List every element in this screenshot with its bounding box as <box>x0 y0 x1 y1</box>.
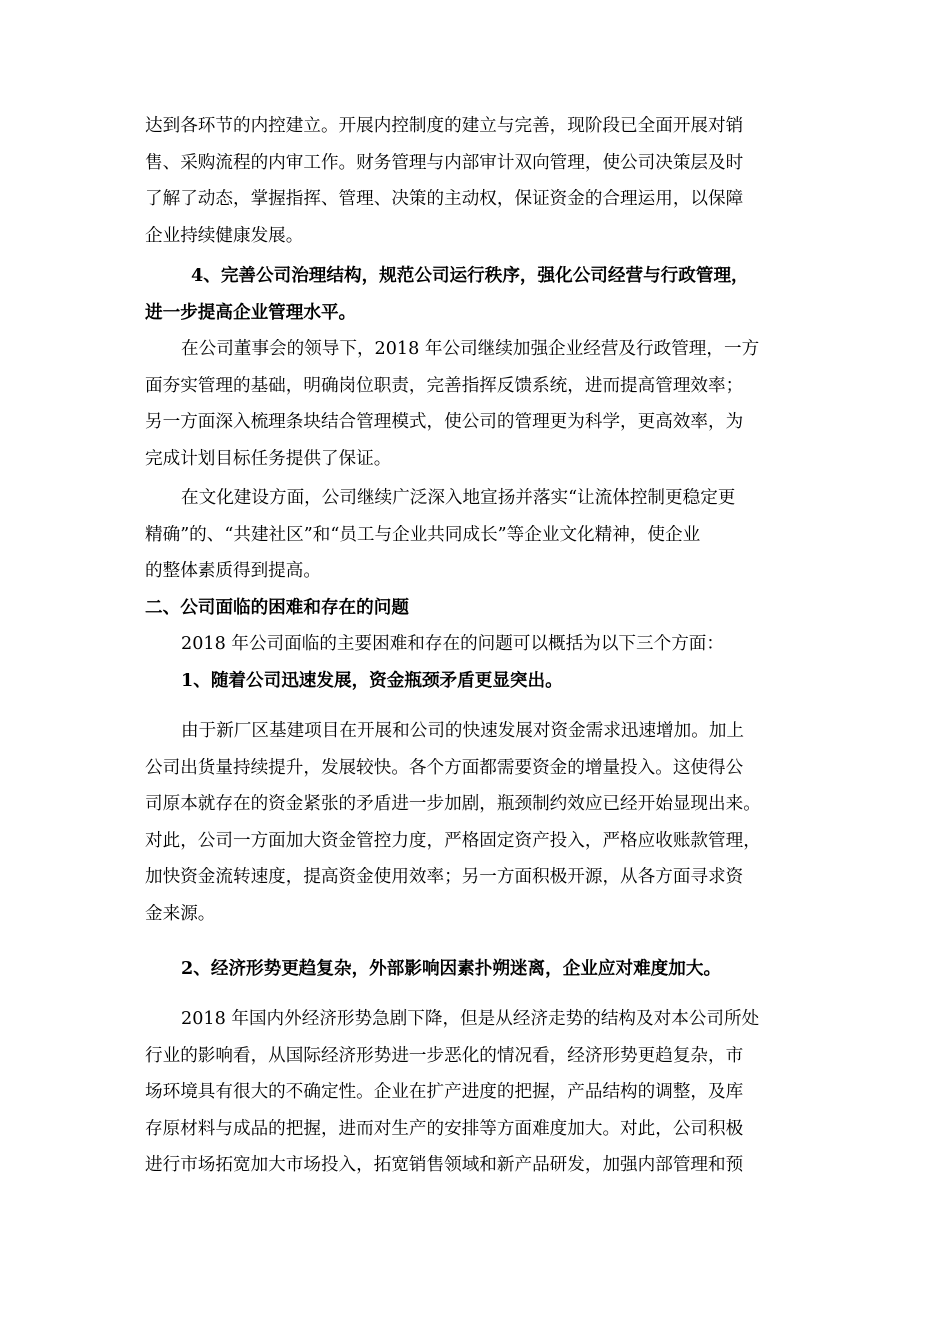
text-line: 加快资金流转速度，提高资金使用效率；另一方面积极开源，从各方面寻求资 <box>145 867 744 887</box>
text-line: 4、完善公司治理结构，规范公司运行秩序，强化公司经营与行政管理， <box>191 265 749 286</box>
paragraph-economy <box>145 1001 820 1184</box>
heading-capital-bottleneck: 1、随着公司迅速发展，资金瓶颈矛盾更显突出。 <box>181 670 563 691</box>
paragraph-culture <box>145 480 820 590</box>
text-line: 的整体素质得到提高。 <box>145 561 321 581</box>
text-line: 完成计划目标任务提供了保证。 <box>145 448 392 469</box>
paragraph-internal-control <box>145 108 820 254</box>
text-line: 司原本就存在的资金紧张的矛盾进一步加剧，瓶颈制约效应已经开始显现出来。 <box>145 794 761 814</box>
text-line: 了解了动态，掌握指挥、管理、决策的主动权，保证资金的合理运用，以保障 <box>145 189 744 209</box>
text-line: 面夯实管理的基础，明确岗位职责，完善指挥反馈系统，进而提高管理效率； <box>145 375 744 396</box>
text-line: 企业持续健康发展。 <box>145 225 304 246</box>
paragraph-problems-intro <box>145 626 820 663</box>
text-line: 2018 年公司面临的主要困难和存在的问题可以概括为以下三个方面： <box>181 634 724 654</box>
text-line: 金来源。 <box>145 903 216 924</box>
text-line: 在文化建设方面，公司继续广泛深入地宣扬并落实“让流体控制更稳定更 <box>181 488 736 508</box>
text-line: 精确”的、“共建社区”和“员工与企业共同成长”等企业文化精神，使企业 <box>145 524 701 545</box>
heading-economy: 2、经济形势更趋复杂，外部影响因素扑朔迷离，企业应对难度加大。 <box>181 958 722 979</box>
text-line: 存原材料与成品的把握，进而对生产的安排等方面难度加大。对此，公司积极 <box>145 1118 744 1139</box>
text-line: 2018 年国内外经济形势急剧下降，但是从经济走势的结构及对本公司所处 <box>181 1009 760 1029</box>
section-title-problems: 二、公司面临的困难和存在的问题 <box>145 597 409 618</box>
text-line: 公司出货量持续提升，发展较快。各个方面都需要资金的增量投入。这使得公 <box>145 757 744 778</box>
text-line: 达到各环节的内控建立。开展内控制度的建立与完善，现阶段已全面开展对销 <box>145 116 744 136</box>
text-line: 进行市场拓宽加大市场投入，拓宽销售领域和新产品研发，加强内部管理和预 <box>145 1155 744 1175</box>
text-line: 进一步提高企业管理水平。 <box>145 301 357 323</box>
paragraph-board-management <box>145 331 820 477</box>
text-line: 由于新厂区基建项目在开展和公司的快速发展对资金需求迅速增加。加上 <box>181 721 745 741</box>
text-line: 另一方面深入梳理条块结合管理模式，使公司的管理更为科学，更高效率，为 <box>145 412 744 432</box>
text-line: 行业的影响看，从国际经济形势进一步恶化的情况看，经济形势更趋复杂，市 <box>145 1045 744 1066</box>
paragraph-capital <box>145 713 820 932</box>
text-line: 售、采购流程的内审工作。财务管理与内部审计双向管理，使公司决策层及时 <box>145 152 744 173</box>
text-line: 在公司董事会的领导下，2018 年公司继续加强企业经营及行政管理，一方 <box>181 339 760 359</box>
heading-governance <box>145 258 820 331</box>
text-line: 场环境具有很大的不确定性。企业在扩产进度的把握，产品结构的调整，及库 <box>145 1082 744 1102</box>
text-line: 对此，公司一方面加大资金管控力度，严格固定资产投入，严格应收账款管理， <box>145 830 761 851</box>
